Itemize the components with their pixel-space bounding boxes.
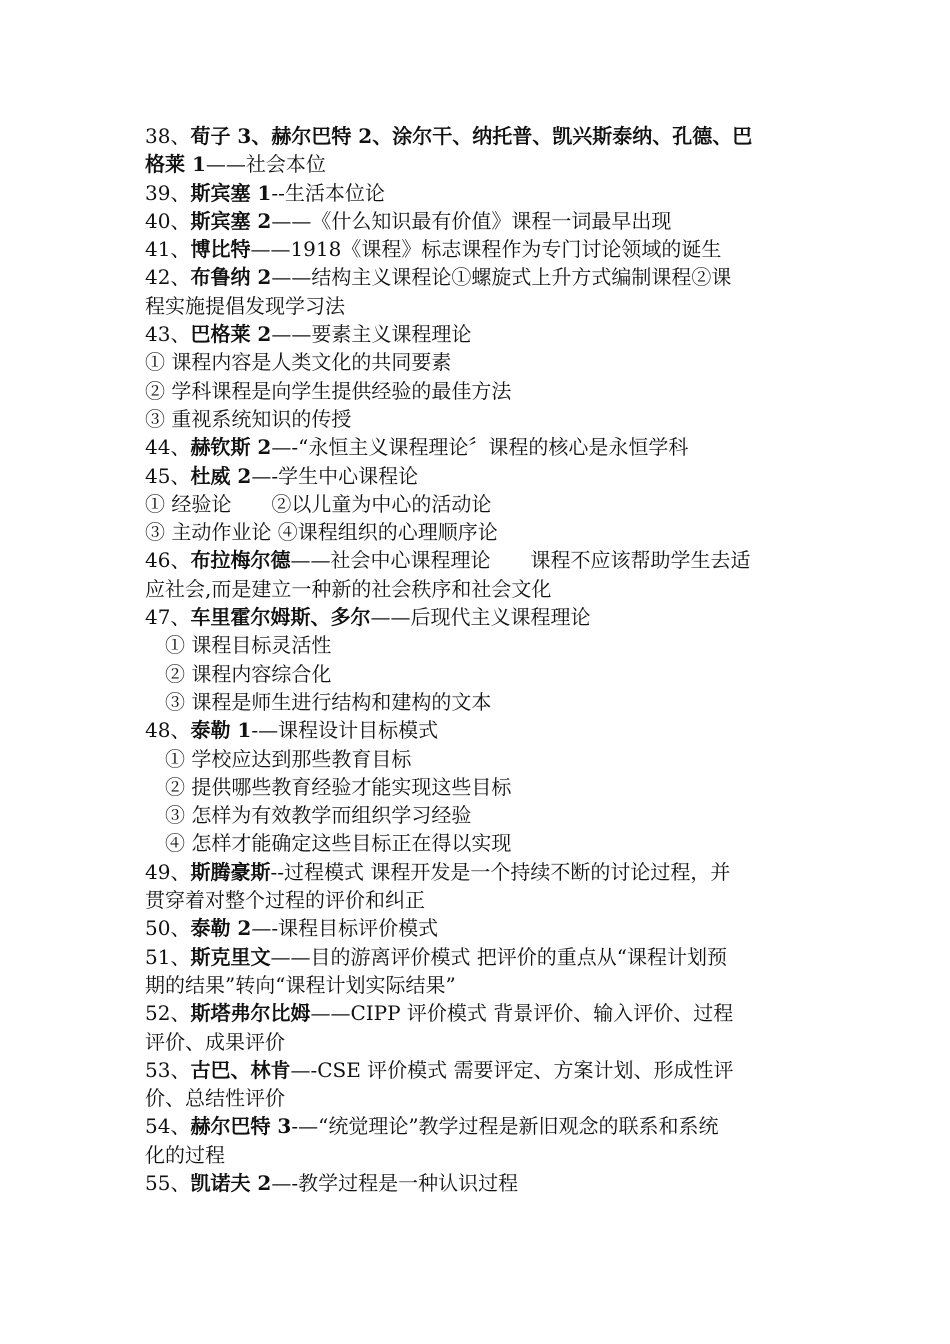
person-name: 凯诺夫 2 xyxy=(190,1170,272,1195)
item-text: ——结构主义课程论①螺旋式上升方式编制课程②课 xyxy=(271,265,732,290)
sub-point xyxy=(145,518,810,546)
item-text: —-教学过程是一种认识过程 xyxy=(271,1170,519,1195)
item-text: ① 课程目标灵活性 xyxy=(165,633,332,658)
item-text: ② 课程内容综合化 xyxy=(165,661,332,686)
item-text: 期的结果”转向“课程计划实际结果” xyxy=(145,972,456,997)
item-text: ② 提供哪些教育经验才能实现这些目标 xyxy=(165,774,512,799)
person-name: 巴格莱 2 xyxy=(190,322,272,347)
item-text: --过程模式 课程开发是一个持续不断的讨论过程，并 xyxy=(270,859,731,884)
person-name: 赫尔巴特 3 xyxy=(190,1114,292,1139)
item-number: 52、 xyxy=(145,1001,191,1026)
item-number: 39、 xyxy=(145,180,191,205)
person-name: 荀子 3、赫尔巴特 2、涂尔干、纳托普、凯兴斯泰纳、孔德、巴 xyxy=(190,124,753,148)
sub-point xyxy=(145,801,810,829)
item-number: 45、 xyxy=(145,463,191,488)
item-54 xyxy=(145,1112,810,1140)
item-text: —-学生中心课程论 xyxy=(251,463,419,488)
item-number: 47、 xyxy=(145,605,191,630)
item-text: —-CSE 评价模式 需要评定、方案计划、形成性评 xyxy=(290,1057,734,1082)
item-number: 38、 xyxy=(145,124,191,148)
item-text: -—“统觉理论”教学过程是新旧观念的联系和系统 xyxy=(291,1114,719,1139)
sub-point xyxy=(145,688,810,716)
item-text: 化的过程 xyxy=(145,1142,225,1167)
item-text: 价、总结性评价 xyxy=(145,1086,285,1111)
item-43 xyxy=(145,320,810,348)
item-42-cont xyxy=(145,292,810,320)
item-text: ——1918《课程》标志课程作为专门讨论领域的诞生 xyxy=(250,237,722,262)
item-number: 43、 xyxy=(145,322,191,347)
item-52 xyxy=(145,999,810,1027)
person-name: 博比特 xyxy=(190,237,251,262)
item-text: ——社会本位 xyxy=(205,152,326,177)
sub-point xyxy=(145,348,810,376)
item-38 xyxy=(145,122,810,150)
item-text: ② 学科课程是向学生提供经验的最佳方法 xyxy=(145,378,512,403)
person-name: 泰勒 1 xyxy=(190,718,252,743)
document-page xyxy=(145,122,810,1197)
item-number: 54、 xyxy=(145,1114,191,1139)
item-number: 49、 xyxy=(145,859,191,884)
item-text: ——社会中心课程理论 课程不应该帮助学生去适 xyxy=(290,548,751,573)
item-number: 48、 xyxy=(145,718,191,743)
item-number: 50、 xyxy=(145,916,191,941)
item-53 xyxy=(145,1056,810,1084)
item-number: 53、 xyxy=(145,1057,191,1082)
sub-point xyxy=(145,660,810,688)
item-number: 55、 xyxy=(145,1170,191,1195)
item-number: 44、 xyxy=(145,435,191,460)
item-text: ① 学校应达到那些教育目标 xyxy=(165,746,412,771)
item-text: ——目的游离评价模式 把评价的重点从“课程计划预 xyxy=(270,944,728,969)
item-number: 46、 xyxy=(145,548,191,573)
sub-point xyxy=(145,745,810,773)
item-46-cont xyxy=(145,575,810,603)
item-text: ——CIPP 评价模式 背景评价、输入评价、过程 xyxy=(310,1001,734,1026)
sub-point xyxy=(145,490,810,518)
item-text: 程实施提倡发现学习法 xyxy=(145,293,345,318)
item-text: ③ 怎样为有效教学而组织学习经验 xyxy=(165,803,472,828)
person-name: 布拉梅尔德 xyxy=(190,548,291,573)
person-name: 斯宾塞 2 xyxy=(190,208,272,233)
item-42 xyxy=(145,263,810,291)
item-40 xyxy=(145,207,810,235)
item-text: -—课程设计目标模式 xyxy=(251,718,439,743)
item-number: 41、 xyxy=(145,237,191,262)
sub-point xyxy=(145,773,810,801)
item-55 xyxy=(145,1169,810,1197)
person-name: 格莱 1 xyxy=(145,152,206,177)
person-name: 赫钦斯 2 xyxy=(190,435,272,460)
item-44 xyxy=(145,433,810,461)
item-45 xyxy=(145,462,810,490)
person-name: 斯塔弗尔比姆 xyxy=(190,1001,311,1026)
item-text: ① 课程内容是人类文化的共同要素 xyxy=(145,350,452,375)
item-text: ① 经验论 ②以儿童为中心的活动论 xyxy=(145,491,492,516)
item-54-cont xyxy=(145,1141,810,1169)
person-name: 斯克里文 xyxy=(190,944,271,969)
item-text: 应社会,而是建立一种新的社会秩序和社会文化 xyxy=(145,576,552,601)
item-49-cont xyxy=(145,886,810,914)
item-50 xyxy=(145,914,810,942)
item-text: ——后现代主义课程理论 xyxy=(370,605,591,630)
person-name: 车里霍尔姆斯、多尔 xyxy=(190,605,371,630)
item-49 xyxy=(145,858,810,886)
item-text: ③ 重视系统知识的传授 xyxy=(145,406,352,431)
item-47 xyxy=(145,603,810,631)
item-text: —-“永恒主义课程理论〞课程的核心是永恒学科 xyxy=(271,435,689,460)
item-52-cont xyxy=(145,1028,810,1056)
item-text: —-课程目标评价模式 xyxy=(251,916,439,941)
item-text: ——《什么知识最有价值》课程一词最早出现 xyxy=(271,208,672,233)
item-53-cont xyxy=(145,1084,810,1112)
person-name: 杜威 2 xyxy=(190,463,252,488)
item-51-cont xyxy=(145,971,810,999)
item-text: ——要素主义课程理论 xyxy=(271,322,472,347)
item-text: ④ 怎样才能确定这些目标正在得以实现 xyxy=(165,831,512,856)
item-text: --生活本位论 xyxy=(271,180,385,205)
item-text: 贯穿着对整个过程的评价和纠正 xyxy=(145,888,425,913)
person-name: 古巴、林肯 xyxy=(190,1057,291,1082)
sub-point xyxy=(145,631,810,659)
item-39 xyxy=(145,179,810,207)
sub-point xyxy=(145,405,810,433)
sub-point xyxy=(145,377,810,405)
item-number: 51、 xyxy=(145,944,191,969)
person-name: 斯宾塞 1 xyxy=(190,180,272,205)
item-51 xyxy=(145,943,810,971)
person-name: 斯腾豪斯 xyxy=(190,859,271,884)
item-text: ③ 课程是师生进行结构和建构的文本 xyxy=(165,689,492,714)
item-number: 42、 xyxy=(145,265,191,290)
sub-point xyxy=(145,829,810,857)
item-38-cont xyxy=(145,150,810,178)
person-name: 泰勒 2 xyxy=(190,916,252,941)
item-46 xyxy=(145,546,810,574)
item-text: ③ 主动作业论 ④课程组织的心理顺序论 xyxy=(145,520,498,545)
item-48 xyxy=(145,716,810,744)
person-name: 布鲁纳 2 xyxy=(190,265,272,290)
item-text: 评价、成果评价 xyxy=(145,1029,285,1054)
item-number: 40、 xyxy=(145,208,191,233)
item-41 xyxy=(145,235,810,263)
